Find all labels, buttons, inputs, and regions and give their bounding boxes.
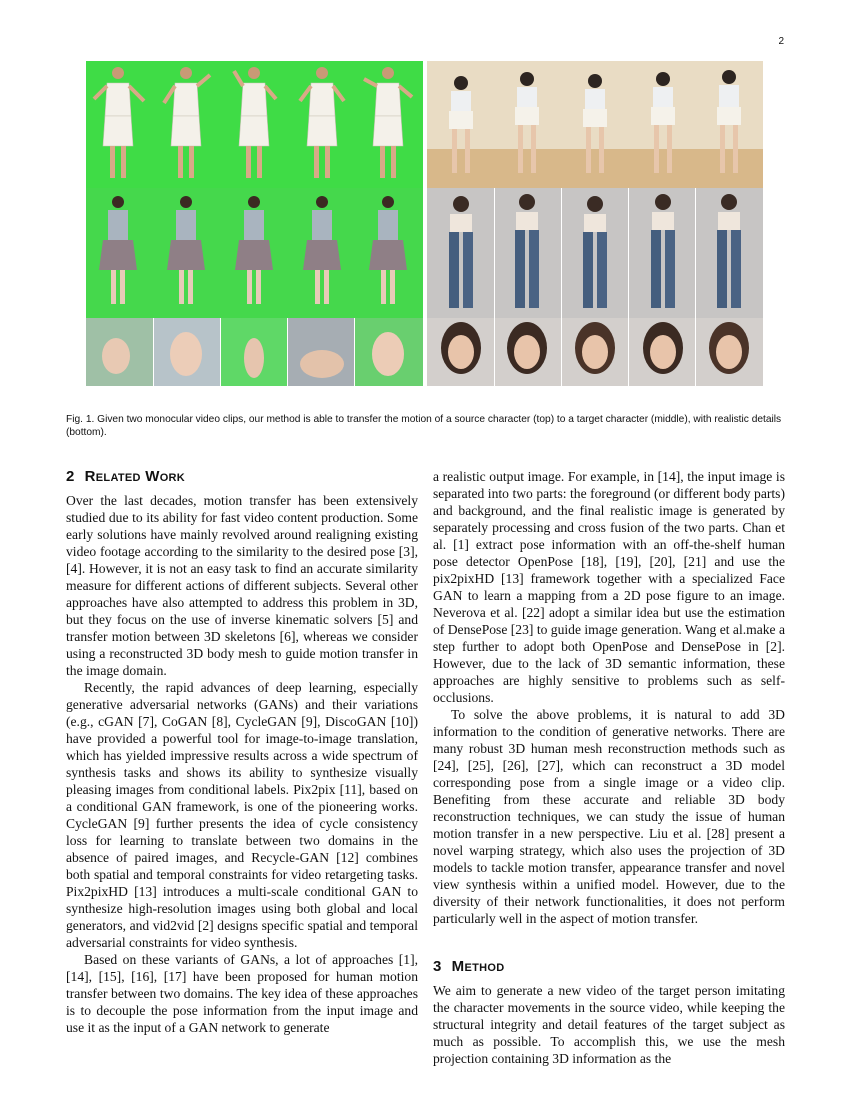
section-3-number: 3 [433, 958, 442, 975]
dance-source-row [427, 61, 763, 188]
paragraph: a realistic output image. For example, in [14], the input image is separated into two parts: the foreground (or different body parts) and background, and the final realistic image is generated by separately processing and cross fusion of the two parts. Chan et al. [1] extract pose information with an off-the-shelf human pose detector OpenPose [18], [19], [20], [21] and use the pix2pixHD [13] framework together with a specialized Face GAN to learn a mapping from a 2D pose figure to an image. Neverova et al. [22] adopt a similar idea but use the estimation of DensePose [23] to guide image generation. Wang et al.make a step further to adopt both OpenPose and DensePose in [2]. However, due to the lack of 3D semantic information, these approaches are highly sensitive to problems such as self-occlusions. [433, 469, 785, 705]
section-2-title: Related Work [84, 468, 186, 485]
target-character-row [86, 188, 423, 318]
paragraph: We aim to generate a new video of the target person imitating the character movements in the source video, while keeping the structural integrity and detail features of the target subject as much as possible. To accomplish this, we use the mesh projection containing 3D information as the [433, 983, 785, 1066]
paragraph: Over the last decades, motion transfer has been extensively studied due to its ability for fast video content production. Some early solutions have mainly revolved around realigning existing video footage according to the similarity to the desired pose [3], [4]. However, it is not an easy task to find an accurate similarity measure for different actions of different subjects. Several other approaches have also attempted to address this problem in 3D, but they focus on the use of inverse kinematic solvers [5] and transfer motion between 3D skeletons [6], whereas we consider using a reconstructed 3D body mesh to guide motion transfer in the image domain. [66, 493, 418, 678]
figure-1 [86, 61, 763, 386]
paragraph: Recently, the rapid advances of deep learning, especially generative adversarial networks (GANs) and their variations (e.g., cGAN [7], CoGAN [8], CycleGAN [9], DiscoGAN [10]) have provided a powerful tool for image-to-image translation, which has yielded impressive results across a wide spectrum of synthesis tasks and shows its ability to synthesize visually pleasing images from conditional labels. Pix2pix [11], based on a conditional GAN framework, is one of the pioneering works. CycleGAN [9] further presents the idea of cycle consistency loss for learning to translate between two domains in the absence of paired images, and Recycle-GAN [12] combines both spatial and temporal constraints for video retargeting tasks. Pix2pixHD [13] introduces a multi-scale conditional GAN to synthesize high-resolution images using both global and local generators, and vid2vid [2] designs specific spatial and temporal adversarial constraints for video synthesis. [66, 680, 418, 950]
section-3-title: Method [451, 958, 505, 975]
section-2-heading [66, 468, 418, 485]
detail-closeup-row-left [86, 318, 423, 386]
source-character-row [86, 61, 423, 188]
left-column [66, 468, 418, 1036]
figure-caption: Fig. 1. Given two monocular video clips, our method is able to transfer the motion of a source character (top) to a target character (middle), with realistic details (bottom). [66, 414, 782, 438]
section-3-heading [433, 958, 785, 975]
paragraph: Based on these variants of GANs, a lot of approaches [1], [14], [15], [16], [17] have been proposed for human motion transfer between two domains. The key idea of these approaches is to decouple the pose information from the input image and use it as the input of a GAN network to generate [66, 952, 418, 1035]
right-column [433, 468, 785, 1067]
page-number: 2 [778, 36, 784, 47]
dance-target-row [427, 188, 763, 318]
face-closeup-row [427, 318, 763, 386]
section-2-number: 2 [66, 468, 75, 485]
paragraph: To solve the above problems, it is natural to add 3D information to the condition of generative networks. There are many robust 3D human mesh reconstruction methods such as [24], [25], [26], [27], which can reconstruct a 3D model corresponding pose from a single image or a video clip. Benefiting from these accurate and reliable 3D body reconstruction techniques, we can study the issue of human motion transfer in a new perspective. Liu et al. [28] present a novel warping strategy, which also uses the projection of 3D models to tackle motion transfer, appearance transfer and novel view synthesis within a unified model. However, due to the diversity of their network functionalities, it does not perform particularly well in the aspect of motion transfer. [433, 707, 785, 926]
